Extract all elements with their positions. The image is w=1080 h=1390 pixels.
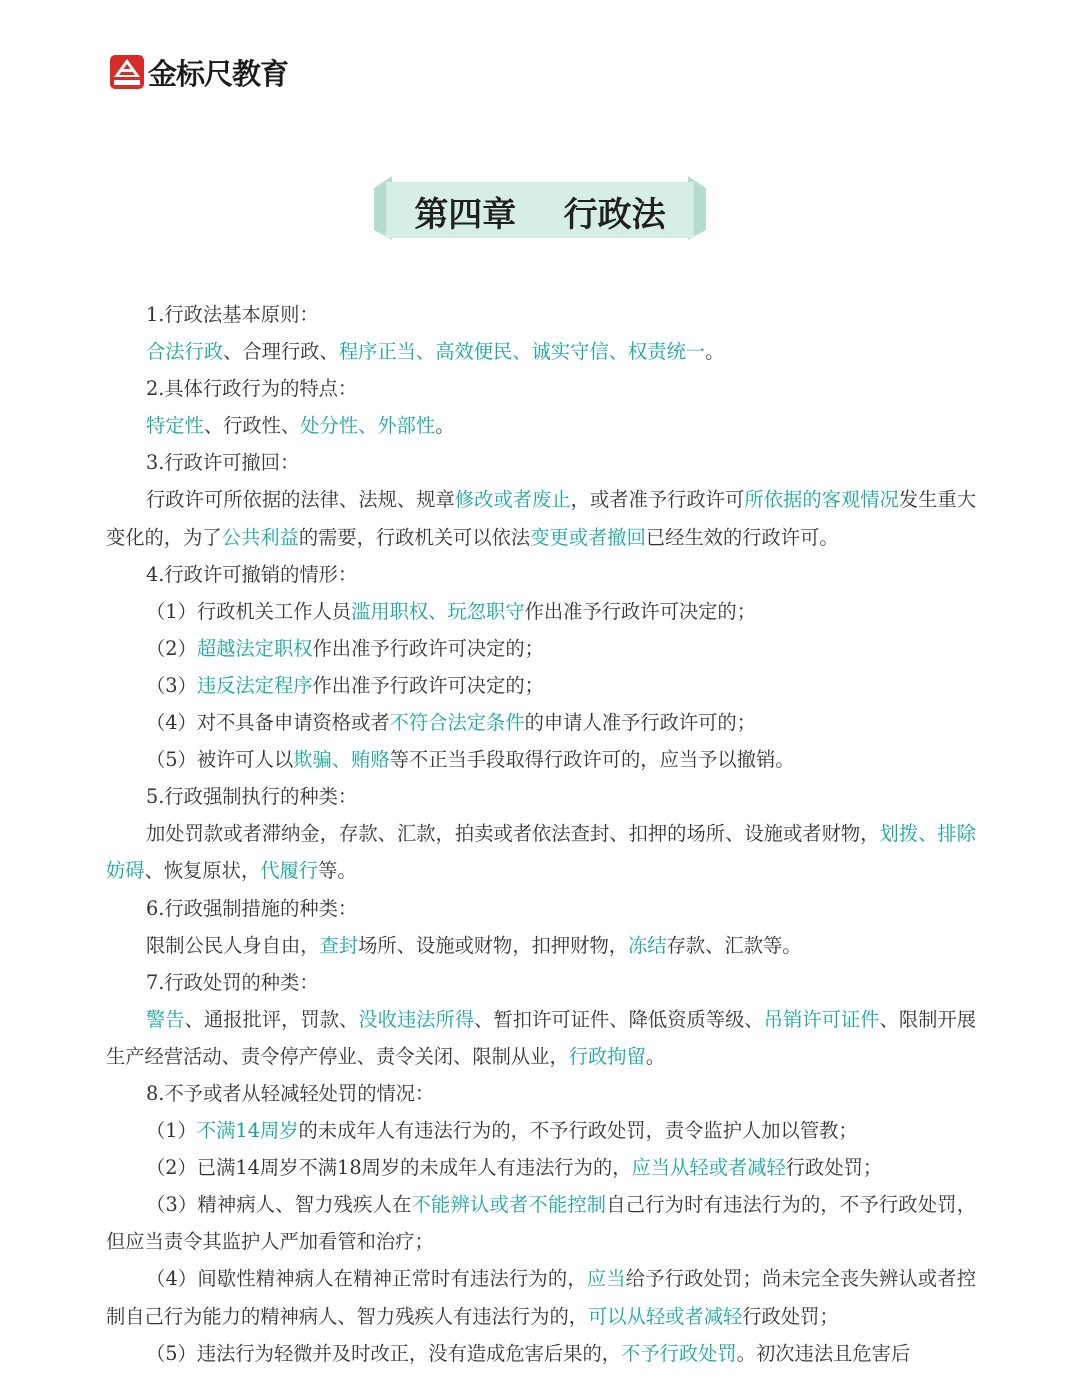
body-text: 、限制开展生产经营活动、责令停产停业、责令关闭、限制从业， bbox=[106, 1007, 977, 1068]
body-text: 行政许可所依据的法律、法规、规章 bbox=[146, 488, 455, 512]
body-text: （2）已满14周岁不满18周岁的未成年人有违法行为的， bbox=[146, 1156, 632, 1180]
paragraph bbox=[106, 1149, 976, 1186]
body-text: 行政处罚； bbox=[785, 1156, 883, 1180]
body-text: （3）精神病人、智力残疾人在 bbox=[146, 1193, 412, 1217]
body-text: 的需要，行政机关可以依法 bbox=[298, 525, 531, 549]
brand-name: 金标尺教育 bbox=[148, 56, 289, 91]
highlighted-text: 应当从轻或者减轻 bbox=[631, 1156, 786, 1180]
body-text: （3） bbox=[146, 673, 197, 697]
body-text: 。 bbox=[705, 340, 725, 364]
body-text: 、合理行政、 bbox=[223, 340, 339, 364]
highlighted-text: 吊销许可证件 bbox=[763, 1007, 880, 1031]
body-text: 8.不予或者从轻减轻处罚的情况： bbox=[146, 1081, 435, 1105]
paragraph bbox=[106, 593, 976, 630]
body-text: （1） bbox=[146, 1119, 197, 1143]
body-text: 。 bbox=[435, 414, 455, 438]
highlighted-text: 修改或者废止 bbox=[454, 488, 571, 512]
highlighted-text: 欺骗、贿赂 bbox=[293, 748, 390, 772]
paragraph bbox=[106, 815, 976, 889]
highlighted-text: 不符合法定条件 bbox=[389, 711, 525, 735]
chapter-banner bbox=[374, 174, 706, 242]
body-text: 、通报批评，罚款、 bbox=[184, 1007, 359, 1031]
paragraph bbox=[106, 741, 976, 778]
body-text: 场所、设施或财物，扣押财物， bbox=[358, 933, 629, 957]
highlighted-text: 不能辨认或者不能控制 bbox=[411, 1193, 607, 1217]
chapter-title: 第四章 行政法 bbox=[414, 195, 666, 235]
paragraph bbox=[106, 927, 976, 964]
highlighted-text: 查封 bbox=[319, 933, 359, 957]
body-text: 发生重大变化的，为了 bbox=[106, 488, 977, 549]
paragraph bbox=[106, 667, 976, 704]
highlighted-text: 所依据的客观情况 bbox=[744, 488, 899, 512]
paragraph bbox=[106, 1260, 976, 1334]
highlighted-text: 划拨、排除妨碍 bbox=[106, 822, 977, 883]
body-text: 存款、汇款等。 bbox=[666, 933, 802, 957]
document-body bbox=[106, 296, 976, 1372]
highlighted-text: 不满14周岁 bbox=[196, 1119, 299, 1143]
body-text: 、暂扣许可证件、降低资质等级、 bbox=[474, 1007, 764, 1031]
body-text: 。初次违法且危害后 bbox=[736, 1341, 911, 1365]
body-text: 自己行为时有违法行为的，不予行政处罚，但应当责令其监护人严加看管和治疗； bbox=[106, 1193, 976, 1254]
body-text: ，或者准予行政许可 bbox=[570, 488, 745, 512]
paragraph bbox=[106, 704, 976, 741]
body-text: 2.具体行政行为的特点： bbox=[146, 377, 358, 401]
paragraph bbox=[106, 481, 976, 555]
body-text: 作出准予行政许可决定的； bbox=[312, 673, 544, 697]
paragraph bbox=[106, 1001, 976, 1075]
body-text: （4）对不具备申请资格或者 bbox=[146, 711, 390, 735]
body-text: 行政处罚； bbox=[742, 1304, 839, 1328]
body-text: 等不正当手段取得行政许可的，应当予以撤销。 bbox=[389, 748, 795, 772]
body-text: 4.行政许可撤销的情形： bbox=[146, 562, 358, 586]
body-text: （4）间歇性精神病人在精神正常时有违法行为的， bbox=[146, 1267, 587, 1291]
logo-mark-icon bbox=[110, 55, 144, 89]
paragraph bbox=[106, 444, 976, 481]
body-text: （1）行政机关工作人员 bbox=[146, 599, 352, 623]
paragraph bbox=[106, 1112, 976, 1149]
highlighted-text: 特定性 bbox=[146, 414, 204, 438]
body-text: 等。 bbox=[318, 859, 357, 883]
paragraph bbox=[106, 1075, 976, 1112]
paragraph bbox=[106, 556, 976, 593]
highlighted-text: 冻结 bbox=[628, 933, 667, 957]
highlighted-text: 公共利益 bbox=[221, 525, 299, 549]
paragraph bbox=[106, 630, 976, 667]
body-text: 7.行政处罚的种类： bbox=[146, 970, 319, 994]
body-text: 6.行政强制措施的种类： bbox=[146, 896, 358, 920]
paragraph bbox=[106, 407, 976, 444]
paragraph bbox=[106, 1335, 976, 1372]
highlighted-text: 没收违法所得 bbox=[358, 1007, 475, 1031]
body-text: （5）被许可人以 bbox=[146, 748, 294, 772]
body-text: （5）违法行为轻微并及时改正，没有造成危害后果的， bbox=[146, 1341, 622, 1365]
body-text: 3.行政许可撤回： bbox=[146, 451, 300, 475]
body-text: 1.行政法基本原则： bbox=[146, 303, 319, 326]
highlighted-text: 滥用职权、玩忽职守 bbox=[351, 599, 525, 623]
body-text: 作出准予行政许可决定的； bbox=[312, 636, 544, 660]
body-text: 、行政性、 bbox=[203, 414, 301, 438]
body-text: 、恢复原状， bbox=[144, 859, 261, 883]
highlighted-text: 应当 bbox=[586, 1267, 626, 1291]
brand-logo bbox=[110, 52, 288, 92]
paragraph bbox=[106, 333, 976, 370]
body-text: 作出准予行政许可决定的； bbox=[524, 599, 756, 623]
body-text: 给予行政处罚；尚未完全丧失辨认或者控制自己行为能力的精神病人、智力残疾人有违法行为的， bbox=[106, 1267, 977, 1328]
paragraph bbox=[106, 964, 976, 1001]
body-text: （2） bbox=[146, 636, 197, 660]
highlighted-text: 合法行政 bbox=[146, 340, 224, 364]
highlighted-text: 警告 bbox=[146, 1007, 185, 1031]
highlighted-text: 代履行 bbox=[260, 859, 319, 883]
highlighted-text: 可以从轻或者减轻 bbox=[588, 1304, 743, 1328]
body-text: 限制公民人身自由， bbox=[146, 933, 320, 957]
highlighted-text: 不予行政处罚 bbox=[621, 1341, 737, 1365]
body-text: 。 bbox=[645, 1044, 666, 1068]
paragraph bbox=[106, 890, 976, 927]
body-text: 加处罚款或者滞纳金，存款、汇款，拍卖或者依法查封、扣押的场所、设施或者财物， bbox=[146, 822, 880, 846]
highlighted-text: 行政拘留 bbox=[568, 1044, 646, 1068]
body-text: 的未成年人有违法行为的，不予行政处罚，责令监护人加以管教； bbox=[298, 1119, 858, 1143]
paragraph bbox=[106, 370, 976, 407]
highlighted-text: 违反法定程序 bbox=[196, 673, 313, 697]
highlighted-text: 程序正当、高效便民、诚实守信、权责统一 bbox=[338, 340, 706, 364]
paragraph bbox=[106, 296, 976, 333]
highlighted-text: 处分性、外部性 bbox=[300, 414, 436, 438]
highlighted-text: 超越法定职权 bbox=[196, 636, 313, 660]
paragraph bbox=[106, 1186, 976, 1260]
body-text: 的申请人准予行政许可的； bbox=[524, 711, 756, 735]
body-text: 5.行政强制执行的种类： bbox=[146, 785, 358, 809]
paragraph bbox=[106, 778, 976, 815]
highlighted-text: 变更或者撤回 bbox=[530, 525, 646, 549]
body-text: 已经生效的行政许可。 bbox=[645, 525, 839, 549]
